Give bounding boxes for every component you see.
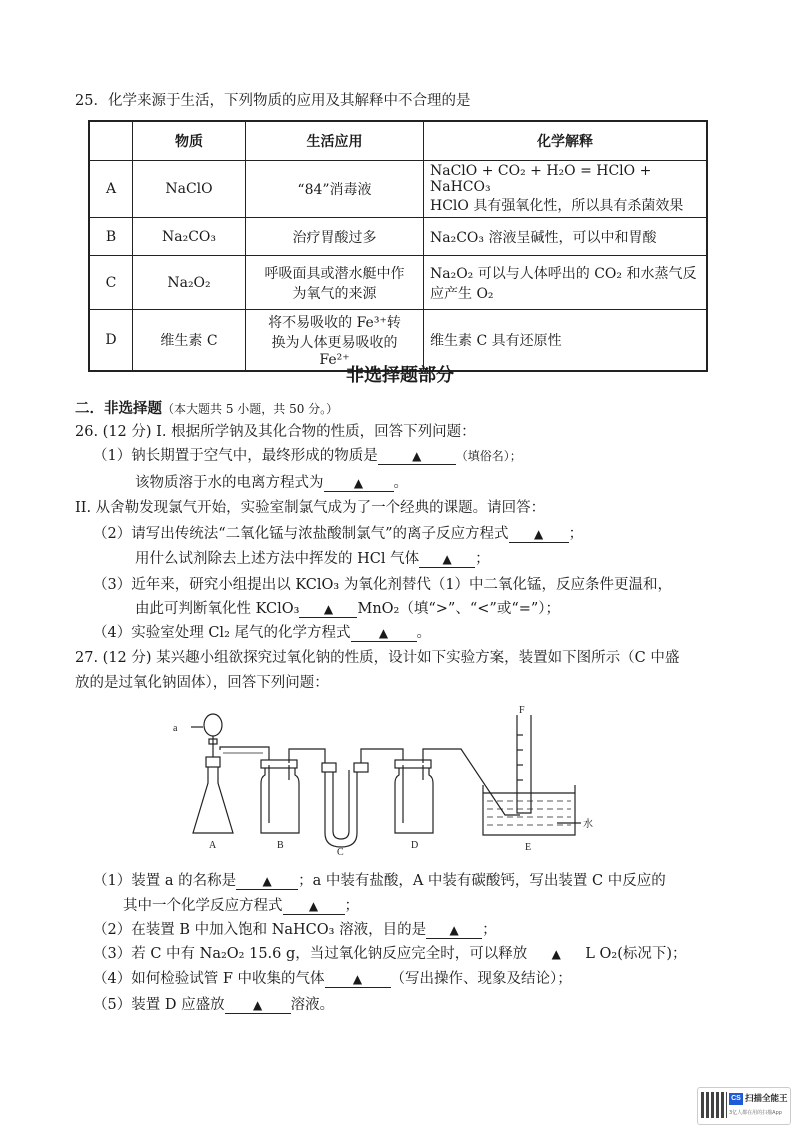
row-use: 将不易吸收的 Fe³⁺转换为人体更易吸收的 Fe²⁺ [246, 310, 424, 372]
section-title: 非选择题部分 [346, 365, 454, 386]
label-a: a [173, 723, 178, 734]
blank-triangle-icon: ▲ [533, 527, 544, 541]
answer-blank[interactable] [299, 601, 357, 618]
q26-line8 [135, 599, 560, 619]
row-substance: Na₂CO₃ [133, 218, 246, 256]
q27-p1-text: （1）装置 a 的名称是 [93, 873, 237, 889]
blank-triangle-icon: ▲ [352, 972, 363, 986]
u-tube-c [325, 770, 357, 847]
q26-line3 [135, 473, 408, 493]
q27-p2 [93, 920, 497, 940]
row-explain-line1: 维生素 C 具有还原性 [430, 333, 562, 349]
flask-a [193, 767, 233, 833]
label-B: B [277, 840, 284, 851]
q26-l2-text: （1）钠长期置于空气中，最终形成的物质是 [93, 448, 378, 464]
row-use: “84”消毒液 [246, 161, 424, 218]
answer-blank[interactable] [378, 448, 456, 465]
q27-p3-end: L O₂(标况下)； [585, 946, 687, 962]
funnel-bulb [204, 714, 222, 736]
q26-line9 [93, 623, 431, 643]
q27-p1-text3: 其中一个化学反应方程式 [123, 898, 283, 914]
answer-blank[interactable] [325, 971, 391, 988]
blank-triangle-icon: ▲ [323, 602, 334, 616]
table-row [89, 256, 707, 310]
flask-a-stopper [206, 757, 220, 767]
q26-l3-end: 。 [393, 475, 408, 491]
row-substance: Na₂O₂ [133, 256, 246, 310]
watermark-title: 扫描全能王 [745, 1094, 788, 1104]
label-F: F [519, 705, 525, 716]
q26-l6-end: ； [475, 551, 490, 567]
q27-p5 [93, 995, 334, 1015]
row-substance: NaClO [133, 161, 246, 218]
row-option: A [89, 161, 133, 218]
row-explain-line2: 应产生 O₂ [430, 285, 494, 302]
col-header-explain: 化学解释 [424, 121, 708, 161]
q27-p4-end: （写出操作、现象及结论）； [390, 971, 572, 987]
q25-table [88, 120, 708, 372]
q26-line2 [93, 446, 522, 466]
row-option: B [89, 218, 133, 256]
part2-heading: 二．非选择题 [75, 401, 162, 417]
blank-triangle-icon: ▲ [353, 476, 364, 490]
q26-line7: （3）近年来，研究小组提出以 KClO₃ 为氧化剂替代（1）中二氧化锰，反应条件更温和， [93, 577, 673, 593]
q27-p4 [93, 969, 572, 989]
cs-logo: CS [729, 1093, 743, 1105]
col-header-option [89, 121, 133, 161]
label-C: C [337, 847, 344, 855]
q27-p5-end: 溶液。 [290, 997, 335, 1013]
q26-line1: 26. (12 分) I. 根据所学钠及其化合物的性质，回答下列问题： [75, 424, 476, 440]
q26-l3-text: 该物质溶于水的电离方程式为 [135, 475, 324, 491]
q27-line1: 27. (12 分) 某兴趣小组欲探究过氧化钠的性质，设计如下实验方案，装置如下图所示（C 中盛 [75, 650, 680, 666]
row-use: 治疗胃酸过多 [246, 218, 424, 256]
apparatus-figure [165, 705, 615, 855]
row-explain-line1: NaClO + CO₂ + H₂O = HClO + NaHCO₃ [430, 163, 652, 195]
part2-heading-line [75, 399, 338, 419]
table-row [89, 218, 707, 256]
q27-p1 [93, 871, 666, 891]
table-row [89, 161, 707, 218]
answer-blank[interactable] [509, 526, 569, 543]
q27-p1-cont [123, 896, 359, 916]
answer-blank[interactable] [426, 922, 482, 939]
q26-line4: II. 从舍勒发现氯气开始，实验室制氯气成为了一个经典的课题。请回答： [75, 500, 546, 516]
q27-p2-text: （2）在装置 B 中加入饱和 NaHCO₃ 溶液，目的是 [93, 922, 427, 938]
q27-p5-text: （5）装置 D 应盛放 [93, 997, 225, 1013]
watermark-subtitle: 3亿人都在用的扫描App [729, 1110, 782, 1116]
row-option: D [89, 310, 133, 372]
answer-blank[interactable] [283, 898, 345, 915]
q27-p3-text: （3）若 C 中有 Na₂O₂ 15.6 g，当过氧化钠反应完全时，可以释放 [93, 946, 528, 962]
row-option: C [89, 256, 133, 310]
q26-l9-end: 。 [416, 625, 431, 641]
col-header-use: 生活应用 [246, 121, 424, 161]
q26-line5 [93, 524, 583, 544]
q26-l5-end: ； [568, 526, 584, 542]
blank-triangle-icon: ▲ [449, 923, 459, 937]
q26-line6 [135, 549, 490, 569]
q27-p1-end: ； [344, 898, 359, 914]
row-explain-line2: HClO 具有强氧化性，所以具有杀菌效果 [430, 198, 684, 214]
bottle-b [261, 768, 299, 833]
row-explain [424, 256, 708, 310]
q26-l9-text: （4）实验室处理 Cl₂ 尾气的化学方程式 [93, 625, 351, 641]
row-explain-line1: Na₂CO₃ 溶液呈碱性，可以中和胃酸 [430, 229, 657, 246]
blank-triangle-icon: ▲ [378, 626, 389, 640]
q26-l8-text: 由此可判断氧化性 KClO₃ [135, 601, 300, 617]
table-header-row [89, 121, 707, 161]
row-explain [424, 218, 708, 256]
q26-l2-note: （填俗名）； [455, 449, 522, 463]
q25-text: 25．化学来源于生活，下列物质的应用及其解释中不合理的是 [75, 93, 471, 109]
row-use: 呼吸面具或潜水艇中作为氧气的来源 [246, 256, 424, 310]
answer-blank[interactable] [225, 997, 291, 1014]
blank-triangle-icon: ▲ [308, 899, 319, 913]
blank-triangle-icon: ▲ [252, 998, 263, 1012]
blank-triangle-icon: ▲ [412, 449, 422, 463]
qr-code-icon [701, 1092, 727, 1118]
col-header-substance: 物质 [133, 121, 246, 161]
scanner-watermark [697, 1087, 791, 1125]
q27-p1-text2: ；a 中装有盐酸，A 中装有碳酸钙，写出装置 C 中反应的 [298, 873, 666, 889]
answer-blank[interactable] [351, 625, 417, 642]
q27-line2: 放的是过氧化钠固体），回答下列问题： [75, 675, 329, 691]
row-explain [424, 161, 708, 218]
blank-triangle-icon: ▲ [262, 874, 272, 888]
label-A: A [209, 840, 217, 851]
q26-l8-end: MnO₂（填“>”、“<”或“=”）； [357, 601, 561, 617]
q27-p4-text: （4）如何检验试管 F 中收集的气体 [93, 971, 325, 987]
blank-triangle-icon: ▲ [442, 552, 452, 566]
answer-blank[interactable] [419, 551, 475, 568]
answer-blank[interactable] [236, 873, 298, 890]
q27-p3 [93, 944, 687, 964]
q27-p2-end: ； [482, 922, 497, 938]
answer-blank[interactable] [527, 946, 585, 962]
test-tube-f [517, 715, 531, 813]
part2-note: （本大题共 5 小题，共 50 分。） [162, 402, 339, 416]
label-E: E [525, 842, 532, 853]
q26-l6-text: 用什么试剂除去上述方法中挥发的 HCl 气体 [135, 551, 420, 567]
answer-blank[interactable] [324, 475, 394, 492]
bottle-d [395, 768, 433, 833]
blank-triangle-icon: ▲ [551, 947, 561, 961]
row-explain-line1: Na₂O₂ 可以与人体呼出的 CO₂ 和水蒸气反 [430, 265, 697, 282]
row-substance: 维生素 C [133, 310, 246, 372]
label-water: 水 [583, 819, 593, 830]
q26-l5-text: （2）请写出传统法“二氧化锰与浓盐酸制氯气”的离子反应方程式 [93, 526, 509, 542]
label-D: D [411, 840, 419, 851]
